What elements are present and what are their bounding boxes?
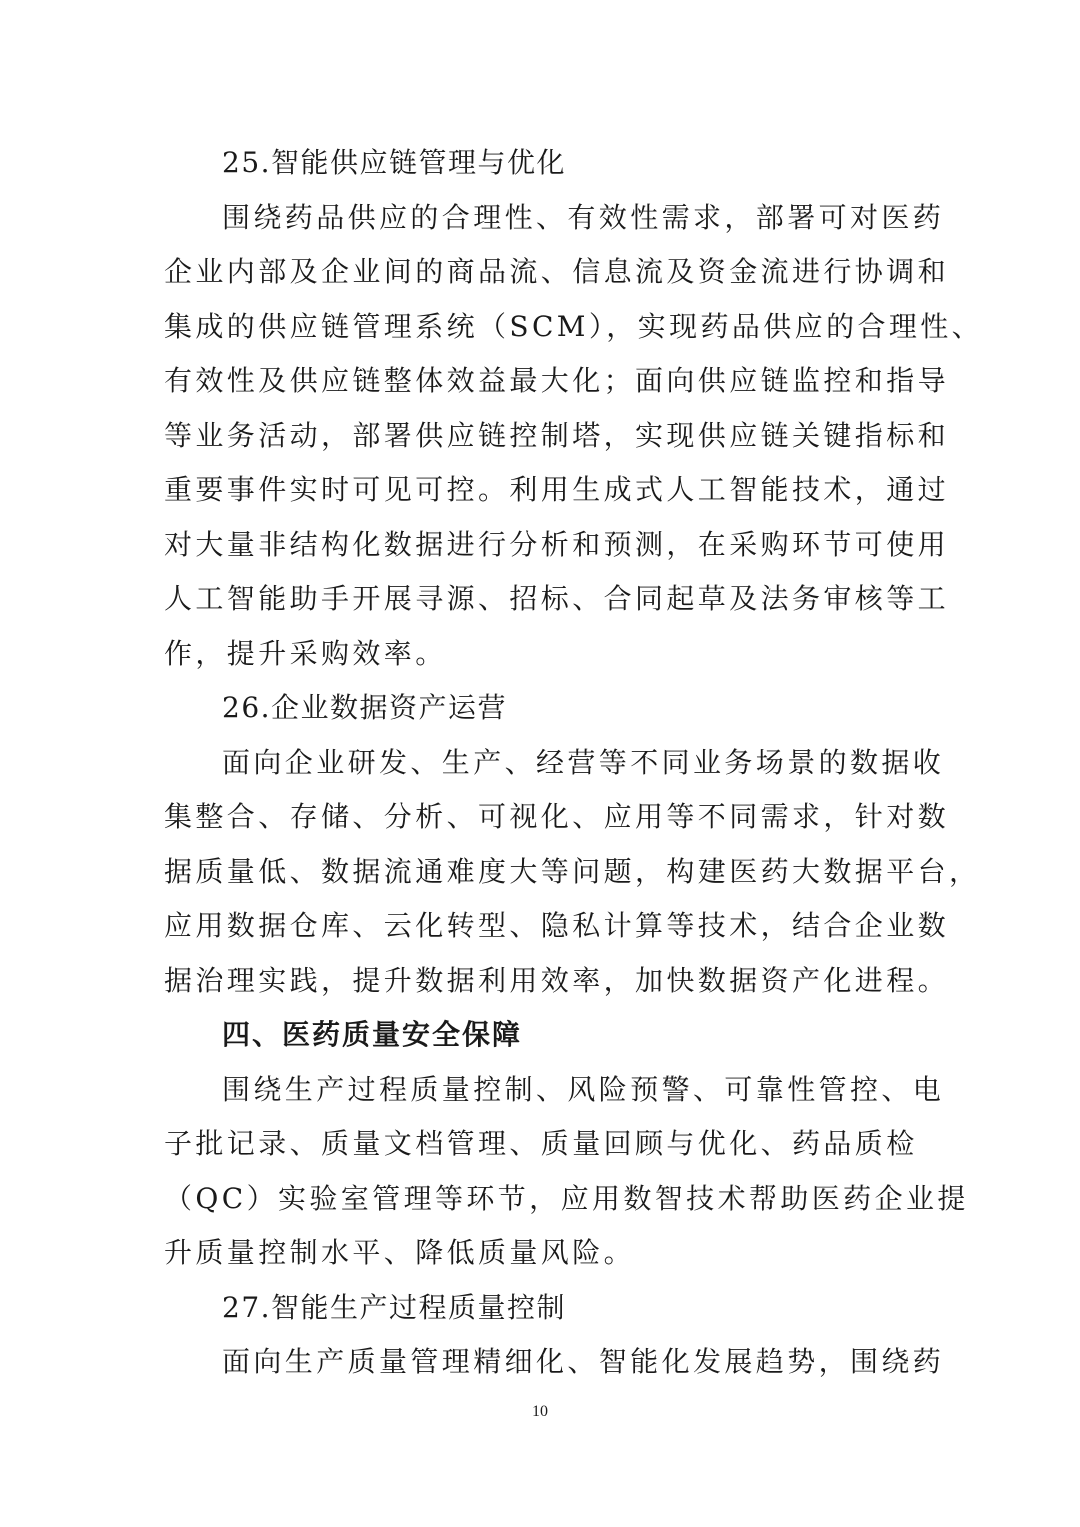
paragraph-line: 面向生产质量管理精细化、智能化发展趋势，围绕药	[222, 1345, 945, 1378]
paragraph-line: 重要事件实时可见可控。利用生成式人工智能技术，通过	[164, 473, 950, 506]
paragraph-line: 面向企业研发、生产、经营等不同业务场景的数据收	[222, 746, 945, 779]
paragraph-line: 集整合、存储、分析、可视化、应用等不同需求，针对数	[164, 800, 950, 833]
paragraph-line: 对大量非结构化数据进行分析和预测，在采购环节可使用	[164, 528, 950, 561]
paragraph-line: 围绕药品供应的合理性、有效性需求，部署可对医药	[222, 201, 945, 234]
paragraph-line: 围绕生产过程质量控制、风险预警、可靠性管控、电	[222, 1073, 945, 1106]
paragraph-line: 升质量控制水平、降低质量风险。	[164, 1236, 636, 1269]
paragraph-line: 人工智能助手开展寻源、招标、合同起草及法务审核等工	[164, 582, 950, 615]
section-heading-27: 27.智能生产过程质量控制	[222, 1291, 567, 1324]
chapter-heading-4: 四、医药质量安全保障	[222, 1018, 523, 1051]
section-heading-26: 26.企业数据资产运营	[222, 691, 508, 724]
paragraph-line: （QC）实验室管理等环节，应用数智技术帮助医药企业提	[164, 1182, 969, 1215]
paragraph-line: 据质量低、数据流通难度大等问题，构建医药大数据平台，	[164, 855, 981, 888]
paragraph-line: 应用数据仓库、云化转型、隐私计算等技术，结合企业数	[164, 909, 950, 942]
paragraph-line: 据治理实践，提升数据利用效率，加快数据资产化进程。	[164, 964, 950, 997]
paragraph-line: 企业内部及企业间的商品流、信息流及资金流进行协调和	[164, 255, 950, 288]
paragraph-line: 等业务活动，部署供应链控制塔，实现供应链关键指标和	[164, 419, 950, 452]
section-heading-25: 25.智能供应链管理与优化	[222, 146, 567, 179]
paragraph-line: 集成的供应链管理系统（SCM），实现药品供应的合理性、	[164, 310, 984, 343]
page-number: 10	[532, 1403, 548, 1420]
paragraph-line: 作，提升采购效率。	[164, 637, 447, 670]
paragraph-line: 子批记录、质量文档管理、质量回顾与优化、药品质检	[164, 1127, 918, 1160]
paragraph-line: 有效性及供应链整体效益最大化；面向供应链监控和指导	[164, 364, 950, 397]
